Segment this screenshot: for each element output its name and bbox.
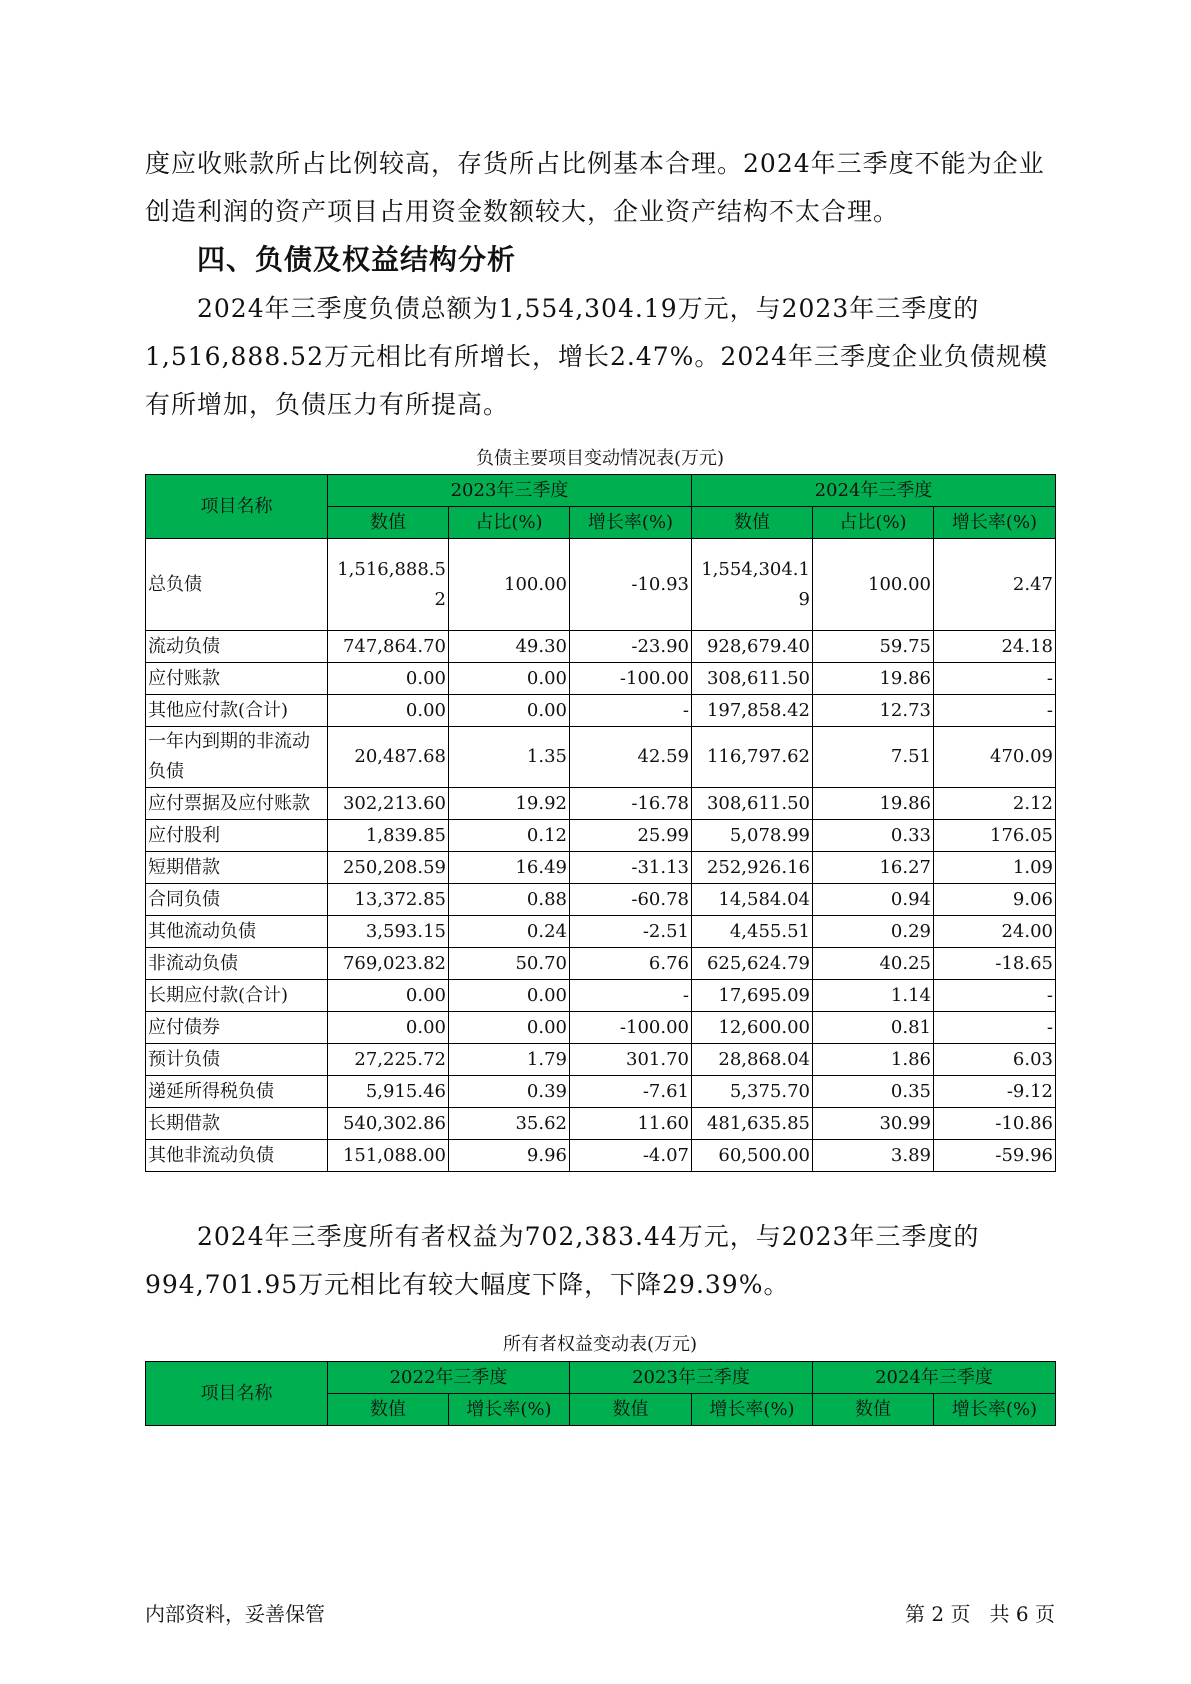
growth-2023-cell: -100.00 xyxy=(570,1012,692,1044)
equity-paragraph: 2024年三季度所有者权益为702,383.44万元，与2023年三季度的994,701.95万元相比有较大幅度下降，下降29.39%。 xyxy=(145,1222,980,1299)
item-name-cell: 总负债 xyxy=(146,539,328,631)
growth-2023-cell: 42.59 xyxy=(570,727,692,788)
ratio-2024-cell: 100.00 xyxy=(813,539,934,631)
value-header: 数值 xyxy=(813,1394,934,1426)
ratio-2024-cell: 40.25 xyxy=(813,948,934,980)
value-2023-cell: 1,516,888.52 xyxy=(328,539,449,631)
growth-2023-cell: - xyxy=(570,980,692,1012)
value-2024-cell: 14,584.04 xyxy=(692,884,813,916)
ratio-2023-cell: 0.00 xyxy=(449,980,570,1012)
value-2023-cell: 0.00 xyxy=(328,980,449,1012)
growth-2024-cell: 470.09 xyxy=(934,727,1056,788)
growth-2023-cell: -10.93 xyxy=(570,539,692,631)
ratio-2023-cell: 16.49 xyxy=(449,852,570,884)
value-2024-cell: 252,926.16 xyxy=(692,852,813,884)
page-number: 第 2 页 共 6 页 xyxy=(905,1602,1055,1626)
ratio-2024-cell: 0.29 xyxy=(813,916,934,948)
section-heading: 四、负债及权益结构分析 xyxy=(197,243,517,276)
ratio-2024-cell: 0.81 xyxy=(813,1012,934,1044)
value-2024-cell: 116,797.62 xyxy=(692,727,813,788)
ratio-2023-cell: 100.00 xyxy=(449,539,570,631)
table-row xyxy=(146,852,1056,884)
ratio-2024-cell: 59.75 xyxy=(813,631,934,663)
ratio-2023-cell: 0.00 xyxy=(449,663,570,695)
growth-2024-cell: - xyxy=(934,663,1056,695)
item-name-cell: 其他流动负债 xyxy=(146,916,328,948)
item-name-cell: 应付票据及应付账款 xyxy=(146,788,328,820)
growth-2023-cell: -7.61 xyxy=(570,1076,692,1108)
liability-paragraph: 2024年三季度负债总额为1,554,304.19万元，与2023年三季度的1,516,888.52万元相比有所增长，增长2.47%。2024年三季度企业负债规模有所增加，负债压力有所提高。 xyxy=(145,294,1049,419)
growth-header: 增长率(%) xyxy=(570,507,692,539)
ratio-header: 占比(%) xyxy=(813,507,934,539)
growth-2024-cell: -59.96 xyxy=(934,1140,1056,1172)
value-2023-cell: 1,839.85 xyxy=(328,820,449,852)
value-2024-cell: 5,375.70 xyxy=(692,1076,813,1108)
value-2024-cell: 17,695.09 xyxy=(692,980,813,1012)
ratio-2023-cell: 0.12 xyxy=(449,820,570,852)
period-header-2022: 2022年三季度 xyxy=(328,1362,570,1394)
period-header-2023: 2023年三季度 xyxy=(328,475,692,507)
table-row xyxy=(146,1140,1056,1172)
ratio-2023-cell: 1.35 xyxy=(449,727,570,788)
intro-paragraph: 度应收账款所占比例较高，存货所占比例基本合理。2024年三季度不能为企业创造利润的资产项目占用资金数额较大，企业资产结构不太合理。 xyxy=(145,149,1045,226)
growth-header: 增长率(%) xyxy=(934,1394,1056,1426)
item-name-cell: 长期应付款(合计) xyxy=(146,980,328,1012)
growth-2024-cell: 9.06 xyxy=(934,884,1056,916)
ratio-2024-cell: 1.86 xyxy=(813,1044,934,1076)
table-row xyxy=(146,663,1056,695)
value-2023-cell: 0.00 xyxy=(328,695,449,727)
growth-2024-cell: 24.00 xyxy=(934,916,1056,948)
value-2023-cell: 151,088.00 xyxy=(328,1140,449,1172)
value-2023-cell: 27,225.72 xyxy=(328,1044,449,1076)
item-name-header: 项目名称 xyxy=(146,475,328,539)
ratio-2024-cell: 3.89 xyxy=(813,1140,934,1172)
ratio-2023-cell: 50.70 xyxy=(449,948,570,980)
item-name-cell: 应付股利 xyxy=(146,820,328,852)
value-header: 数值 xyxy=(328,507,449,539)
value-2024-cell: 197,858.42 xyxy=(692,695,813,727)
item-name-cell: 合同负债 xyxy=(146,884,328,916)
item-name-cell: 递延所得税负债 xyxy=(146,1076,328,1108)
growth-2023-cell: 6.76 xyxy=(570,948,692,980)
ratio-2024-cell: 7.51 xyxy=(813,727,934,788)
value-header: 数值 xyxy=(328,1394,449,1426)
ratio-2024-cell: 12.73 xyxy=(813,695,934,727)
value-2023-cell: 769,023.82 xyxy=(328,948,449,980)
growth-2024-cell: 2.12 xyxy=(934,788,1056,820)
item-name-cell: 预计负债 xyxy=(146,1044,328,1076)
value-2024-cell: 4,455.51 xyxy=(692,916,813,948)
ratio-2023-cell: 19.92 xyxy=(449,788,570,820)
growth-2024-cell: -10.86 xyxy=(934,1108,1056,1140)
equity-table xyxy=(145,1361,1056,1426)
value-2024-cell: 308,611.50 xyxy=(692,788,813,820)
growth-header: 增长率(%) xyxy=(934,507,1056,539)
value-2023-cell: 3,593.15 xyxy=(328,916,449,948)
value-2023-cell: 0.00 xyxy=(328,1012,449,1044)
value-2023-cell: 0.00 xyxy=(328,663,449,695)
ratio-2023-cell: 0.24 xyxy=(449,916,570,948)
growth-2024-cell: - xyxy=(934,980,1056,1012)
value-2023-cell: 250,208.59 xyxy=(328,852,449,884)
value-header: 数值 xyxy=(692,507,813,539)
ratio-2023-cell: 49.30 xyxy=(449,631,570,663)
ratio-2023-cell: 0.00 xyxy=(449,695,570,727)
item-name-cell: 其他非流动负债 xyxy=(146,1140,328,1172)
growth-2024-cell: 2.47 xyxy=(934,539,1056,631)
item-name-cell: 长期借款 xyxy=(146,1108,328,1140)
growth-2024-cell: 6.03 xyxy=(934,1044,1056,1076)
period-header-2023: 2023年三季度 xyxy=(570,1362,813,1394)
ratio-2024-cell: 16.27 xyxy=(813,852,934,884)
table-row xyxy=(146,948,1056,980)
table-row xyxy=(146,727,1056,788)
value-header: 数值 xyxy=(570,1394,692,1426)
growth-2024-cell: - xyxy=(934,695,1056,727)
value-2024-cell: 12,600.00 xyxy=(692,1012,813,1044)
growth-2024-cell: -9.12 xyxy=(934,1076,1056,1108)
period-header-2024: 2024年三季度 xyxy=(692,475,1056,507)
growth-2023-cell: 11.60 xyxy=(570,1108,692,1140)
growth-2023-cell: -60.78 xyxy=(570,884,692,916)
table-row xyxy=(146,916,1056,948)
ratio-2024-cell: 0.33 xyxy=(813,820,934,852)
ratio-2024-cell: 1.14 xyxy=(813,980,934,1012)
ratio-2024-cell: 30.99 xyxy=(813,1108,934,1140)
value-2024-cell: 928,679.40 xyxy=(692,631,813,663)
value-2023-cell: 302,213.60 xyxy=(328,788,449,820)
ratio-header: 占比(%) xyxy=(449,507,570,539)
growth-2023-cell: - xyxy=(570,695,692,727)
value-2024-cell: 625,624.79 xyxy=(692,948,813,980)
value-2023-cell: 20,487.68 xyxy=(328,727,449,788)
growth-2023-cell: -100.00 xyxy=(570,663,692,695)
growth-2024-cell: 1.09 xyxy=(934,852,1056,884)
table-row xyxy=(146,980,1056,1012)
value-2024-cell: 28,868.04 xyxy=(692,1044,813,1076)
ratio-2023-cell: 0.00 xyxy=(449,1012,570,1044)
ratio-2023-cell: 9.96 xyxy=(449,1140,570,1172)
growth-2023-cell: -31.13 xyxy=(570,852,692,884)
item-name-cell: 一年内到期的非流动负债 xyxy=(146,727,328,788)
value-2024-cell: 60,500.00 xyxy=(692,1140,813,1172)
growth-2023-cell: 301.70 xyxy=(570,1044,692,1076)
item-name-cell: 应付债券 xyxy=(146,1012,328,1044)
table-row xyxy=(146,820,1056,852)
growth-2023-cell: -23.90 xyxy=(570,631,692,663)
value-2023-cell: 13,372.85 xyxy=(328,884,449,916)
table-row xyxy=(146,1044,1056,1076)
table-row xyxy=(146,539,1056,631)
growth-header: 增长率(%) xyxy=(692,1394,813,1426)
ratio-2024-cell: 19.86 xyxy=(813,663,934,695)
footer-note: 内部资料，妥善保管 xyxy=(145,1602,325,1626)
table-row xyxy=(146,884,1056,916)
item-name-cell: 流动负债 xyxy=(146,631,328,663)
table-row xyxy=(146,788,1056,820)
ratio-2023-cell: 0.39 xyxy=(449,1076,570,1108)
table-row xyxy=(146,1108,1056,1140)
liability-table xyxy=(145,474,1056,1172)
growth-2024-cell: 24.18 xyxy=(934,631,1056,663)
ratio-2024-cell: 19.86 xyxy=(813,788,934,820)
table-row xyxy=(146,1012,1056,1044)
growth-header: 增长率(%) xyxy=(449,1394,570,1426)
value-2023-cell: 5,915.46 xyxy=(328,1076,449,1108)
ratio-2023-cell: 1.79 xyxy=(449,1044,570,1076)
table-row xyxy=(146,1076,1056,1108)
value-2023-cell: 747,864.70 xyxy=(328,631,449,663)
growth-2023-cell: -16.78 xyxy=(570,788,692,820)
value-2024-cell: 481,635.85 xyxy=(692,1108,813,1140)
growth-2023-cell: -4.07 xyxy=(570,1140,692,1172)
growth-2023-cell: 25.99 xyxy=(570,820,692,852)
growth-2024-cell: - xyxy=(934,1012,1056,1044)
liability-table-caption: 负债主要项目变动情况表(万元) xyxy=(475,448,725,469)
item-name-cell: 非流动负债 xyxy=(146,948,328,980)
table-row xyxy=(146,695,1056,727)
ratio-2023-cell: 0.88 xyxy=(449,884,570,916)
table-row xyxy=(146,631,1056,663)
item-name-header: 项目名称 xyxy=(146,1362,328,1426)
growth-2024-cell: -18.65 xyxy=(934,948,1056,980)
ratio-2023-cell: 35.62 xyxy=(449,1108,570,1140)
ratio-2024-cell: 0.35 xyxy=(813,1076,934,1108)
growth-2023-cell: -2.51 xyxy=(570,916,692,948)
value-2024-cell: 308,611.50 xyxy=(692,663,813,695)
equity-table-caption: 所有者权益变动表(万元) xyxy=(502,1334,698,1355)
value-2024-cell: 5,078.99 xyxy=(692,820,813,852)
ratio-2024-cell: 0.94 xyxy=(813,884,934,916)
value-2023-cell: 540,302.86 xyxy=(328,1108,449,1140)
value-2024-cell: 1,554,304.19 xyxy=(692,539,813,631)
period-header-2024: 2024年三季度 xyxy=(813,1362,1056,1394)
item-name-cell: 其他应付款(合计) xyxy=(146,695,328,727)
item-name-cell: 短期借款 xyxy=(146,852,328,884)
growth-2024-cell: 176.05 xyxy=(934,820,1056,852)
item-name-cell: 应付账款 xyxy=(146,663,328,695)
